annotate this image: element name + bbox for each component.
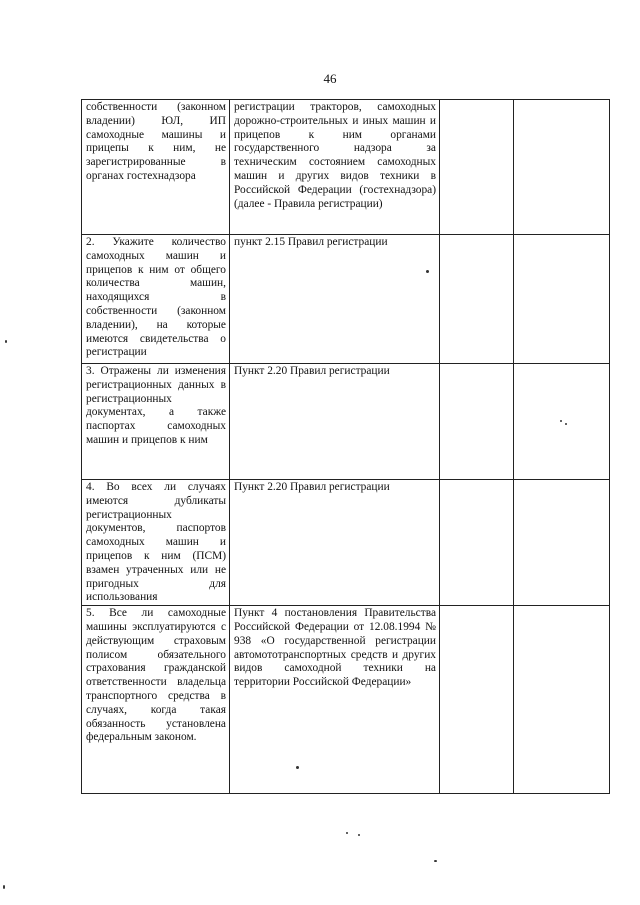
table-row <box>82 364 610 480</box>
table-row <box>82 235 610 364</box>
scan-speck <box>346 832 348 834</box>
scan-speck <box>296 766 299 769</box>
scan-speck <box>560 420 562 422</box>
checklist-table <box>81 99 610 794</box>
note-cell <box>514 606 610 794</box>
scan-speck <box>5 340 7 343</box>
note-cell <box>514 235 610 364</box>
table-row <box>82 606 610 794</box>
question-cell: 4. Во всех ли случаях имеются дубликаты регистрационных документов, паспортов самоходных машин и прицепов к ним (ПСМ) взамен утраченных или не пригодных для использования <box>82 480 230 606</box>
question-cell: 5. Все ли самоходные машины эксплуатируются с действующим страховым полисом обязательного страхования гражданской ответственности владельца транспортного средства в случаях, когда такая обязанность установлена федеральным законом. <box>82 606 230 794</box>
scan-speck <box>434 860 437 862</box>
scan-speck <box>3 885 5 889</box>
reference-cell: Пункт 2.20 Правил регистрации <box>230 364 440 480</box>
scan-speck <box>358 834 360 836</box>
question-cell: 2. Укажите количество самоходных машин и прицепов к ним от общего количества машин, находящихся в собственности (законном владении), на которые имеются свидетельства о регистрации <box>82 235 230 364</box>
answer-cell <box>440 364 514 480</box>
note-cell <box>514 100 610 235</box>
scan-speck <box>426 270 429 273</box>
answer-cell <box>440 606 514 794</box>
reference-cell: регистрации тракторов, самоходных дорожно-строительных и иных машин и прицепов к ним органами государственного надзора за техническим состоянием самоходных машин и других видов техники в Российской Федерации (гостехнадзора) (далее - Правила регистрации) <box>230 100 440 235</box>
page-number: 46 <box>323 71 337 86</box>
reference-cell: Пункт 2.20 Правил регистрации <box>230 480 440 606</box>
reference-cell: пункт 2.15 Правил регистрации <box>230 235 440 364</box>
scan-speck <box>565 423 567 425</box>
table-row <box>82 480 610 606</box>
answer-cell <box>440 480 514 606</box>
question-cell: собственности (законном владении) ЮЛ, ИП самоходные машины и прицепы к ним, не зарегистрированные в органах гостехнадзора <box>82 100 230 235</box>
table-row <box>82 100 610 235</box>
note-cell <box>514 480 610 606</box>
question-cell: 3. Отражены ли изменения регистрационных данных в регистрационных документах, а также паспортах самоходных машин и прицепов к ним <box>82 364 230 480</box>
answer-cell <box>440 235 514 364</box>
answer-cell <box>440 100 514 235</box>
reference-cell: Пункт 4 постановления Правительства Российской Федерации от 12.08.1994 № 938 «О государственной регистрации автомототранспортных средств и других видов самоходной техники на территории Российской Федерации» <box>230 606 440 794</box>
